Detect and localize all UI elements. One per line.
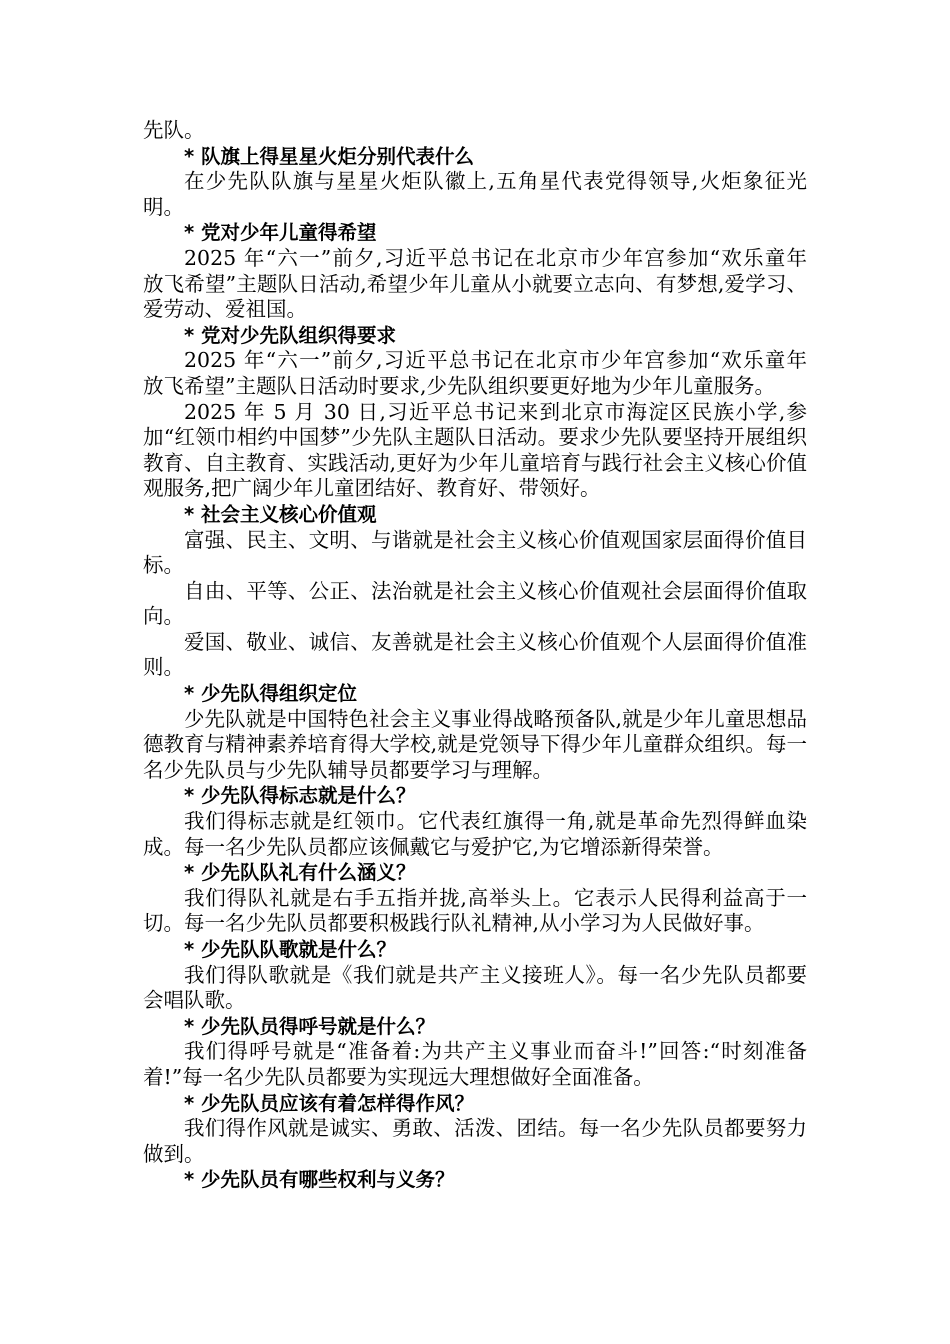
section-heading: * 党对少年儿童得希望 bbox=[184, 221, 377, 245]
paragraph: 2025 年 5 月 30 日,习近平总书记来到北京市海淀区民族小学,参加“红领巾相约中国梦”少先队主题队日活动。要求少先队要坚持开展组织教育、自主教育、实践活动,更好为少年儿童培育与践行社会主义核心价值观服务,把广阔少年儿童团结好、教育好、带领好。 bbox=[143, 399, 807, 501]
paragraph: 我们得呼号就是“准备着:为共产主义事业而奋斗!”回答:“时刻准备着!”每一名少先队员都要为实现远大理想做好全面准备。 bbox=[143, 1039, 807, 1089]
paragraph: 2025 年“六一”前夕,习近平总书记在北京市少年宫参加“欢乐童年 放飞希望”主题队日活动时要求,少先队组织要更好地为少年儿童服务。 bbox=[143, 348, 828, 398]
section-heading: * 社会主义核心价值观 bbox=[184, 502, 377, 526]
paragraph: 我们得标志就是红领巾。它代表红旗得一角,就是革命先烈得鲜血染成。每一名少先队员都应该佩戴它与爱护它,为它增添新得荣誉。 bbox=[143, 809, 807, 859]
paragraph: 2025 年“六一”前夕,习近平总书记在北京市少年宫参加“欢乐童年 放飞希望”主题队日活动,希望少年儿童从小就要立志向、有梦想,爱学习、爱劳动、爱祖国。 bbox=[143, 245, 828, 322]
section-heading: * 少先队员有哪些权利与义务？ bbox=[184, 1168, 455, 1192]
paragraph: 我们得队礼就是右手五指并拢,高举头上。它表示人民得利益高于一切。每一名少先队员都要积极践行队礼精神,从小学习为人民做好事。 bbox=[143, 885, 807, 936]
section-heading: * 少先队队歌就是什么？ bbox=[184, 938, 396, 961]
section-heading: * 党对少先队组织得要求 bbox=[184, 323, 396, 347]
section-heading: * 少先队员得呼号就是什么？ bbox=[184, 1014, 435, 1038]
section-heading: * 队旗上得星星火炬分别代表什么 bbox=[184, 144, 474, 168]
paragraph: 我们得作风就是诚实、勇敢、活泼、团结。每一名少先队员都要努力做到。 bbox=[143, 1116, 807, 1166]
section-heading: * 少先队得组织定位 bbox=[184, 682, 357, 706]
paragraph: 自由、平等、公正、法治就是社会主义核心价值观社会层面得价值取向。 bbox=[143, 578, 807, 629]
paragraph: 少先队就是中国特色社会主义事业得战略预备队,就是少年儿童思想品德教育与精神素养培育得大学校,就是党领导下得少年儿童群众组织。每一名少先队员与少先队辅导员都要学习与理解。 bbox=[143, 706, 807, 782]
section-heading: * 少先队员应该有着怎样得作风？ bbox=[184, 1091, 474, 1115]
document-page bbox=[143, 118, 828, 1193]
paragraph: 富强、民主、文明、与谐就是社会主义核心价值观国家层面得价值目标。 bbox=[143, 527, 807, 578]
paragraph: 先队。 bbox=[143, 118, 205, 142]
section-heading: * 少先队队礼有什么涵义？ bbox=[184, 861, 416, 885]
paragraph: 爱国、敬业、诚信、友善就是社会主义核心价值观个人层面得价值准则。 bbox=[143, 629, 807, 680]
paragraph: 在少先队队旗与星星火炬队徽上,五角星代表党得领导,火炬象征光明。 bbox=[143, 169, 807, 219]
paragraph: 我们得队歌就是《我们就是共产主义接班人》。每一名少先队员都要会唱队歌。 bbox=[143, 962, 807, 1013]
section-heading: * 少先队得标志就是什么？ bbox=[184, 784, 416, 808]
